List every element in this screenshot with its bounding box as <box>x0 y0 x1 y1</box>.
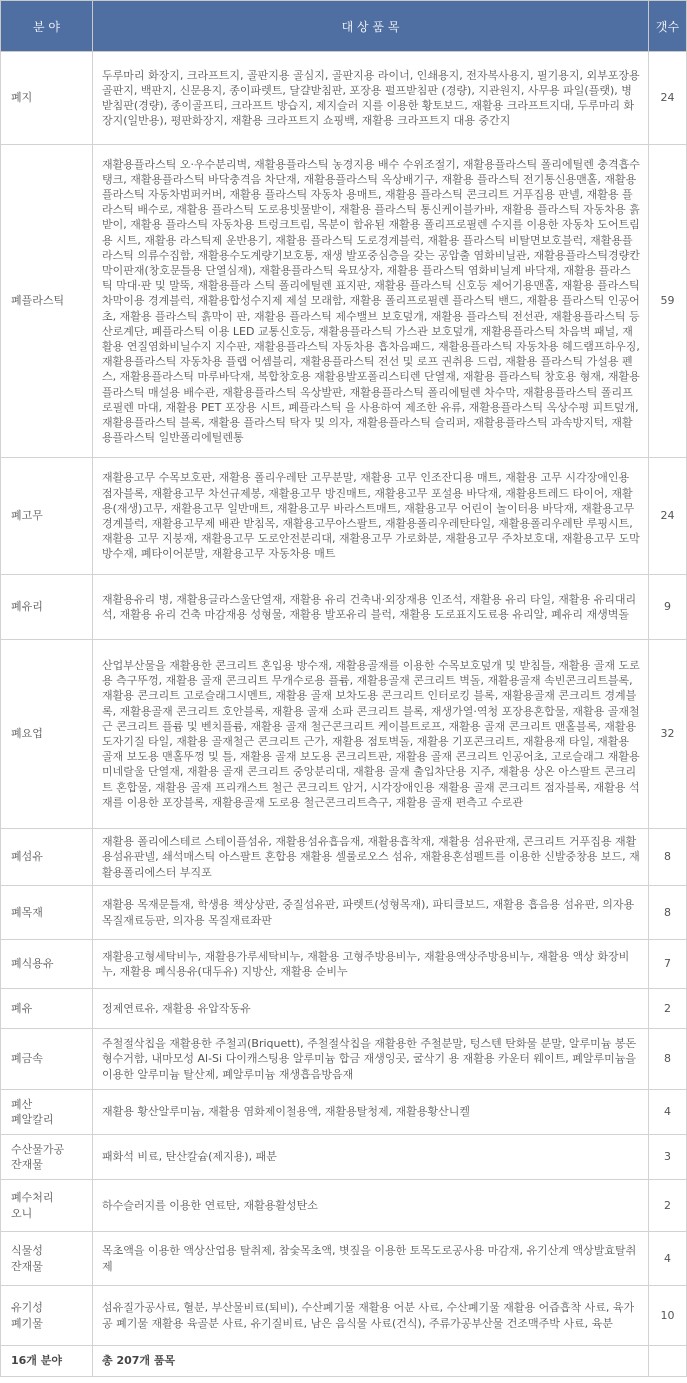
row-count: 4 <box>649 1232 687 1286</box>
row-category: 폐금속 <box>1 1029 93 1090</box>
table-row <box>1 1029 687 1090</box>
table-row <box>1 1180 687 1232</box>
total-count <box>649 1346 687 1377</box>
row-items: 주철절삭칩을 재활용한 주철괴(Briquett), 주철절삭칩을 재활용한 주철분말, 텅스텐 탄화물 분말, 알루미늄 봉돈형수거함, 내마모성 Al-Si 다이캐스팅용 알루미늄 합금 재생잉곳, 굴삭기 용 재활용 카운터 웨이트, 폐알루미늄을 이용한 알루미늄 탈산제, 폐알루미늄 재생흡음방음재 <box>93 1029 649 1090</box>
row-items: 섬유질가공사료, 혈분, 부산물비료(퇴비), 수산폐기물 재활용 어분 사료, 수산폐기물 재활용 어즙흡착 사료, 육가공 폐기물 재활용 육골분 사료, 유기질비료, 남은 음식물 사료(건식), 주류가공부산물 건조맥주박 사료, 육분 <box>93 1286 649 1346</box>
row-category: 폐식용유 <box>1 940 93 989</box>
header-count: 갯수 <box>649 1 687 52</box>
header-category: 분 야 <box>1 1 93 52</box>
row-items: 재활용유리 병, 재활용글라스울단열재, 재활용 유리 건축내·외장재용 인조석, 재활용 유리 타일, 재활용 유리대리석, 재활용 유리 건축 마감재용 성형물, 재활용 발포유리 블럭, 재활용 도로표지도료용 유리알, 폐유리 재생벽돌 <box>93 575 649 640</box>
row-items: 재활용 목재문틀재, 학생용 책상상판, 중질섬유판, 파렛트(성형목재), 파티클보드, 재활용 흡음용 섬유판, 의자용 목질재료등판, 의자용 목질재료좌판 <box>93 886 649 940</box>
row-category-line-1: 수산물가공 <box>11 1142 65 1156</box>
table-row <box>1 52 687 145</box>
row-category-line-2: 오니 <box>11 1206 33 1220</box>
row-category <box>1 1135 93 1180</box>
row-category: 폐유 <box>1 989 93 1029</box>
row-count: 3 <box>649 1135 687 1180</box>
table-row <box>1 1286 687 1346</box>
row-category: 폐유리 <box>1 575 93 640</box>
row-category <box>1 1286 93 1346</box>
table-row <box>1 829 687 886</box>
row-category-line-2: 폐알칼리 <box>11 1113 54 1126</box>
total-category: 16개 분야 <box>1 1346 93 1377</box>
row-category-line-2: 잔재물 <box>11 1259 43 1273</box>
row-category-line-1: 식물성 <box>11 1244 43 1258</box>
row-items: 재활용고형세탁비누, 재활용가루세탁비누, 재활용 고형주방용비누, 재활용액상주방용비누, 재활용 액상 화장비누, 재활용 폐식용유(대두유) 지방산, 재활용 순비누 <box>93 940 649 989</box>
table-row <box>1 640 687 829</box>
row-items: 재활용 폴리에스테르 스테이플섬유, 재활용섬유흡음재, 재활용흡착재, 재활용 섬유판재, 콘크리트 거푸집용 재활용섬유판넬, 쇄석매스틱 아스팔트 혼합용 재활용 셀룰로오스 섬유, 재활용혼섬펠트를 이용한 신발중창용 보드, 재활용폴리에스터 부직포 <box>93 829 649 886</box>
row-items: 재활용고무 수목보호판, 재활용 폴리우레탄 고무분말, 재활용 고무 인조잔디용 매트, 재활용 고무 시각장애인용 점자블록, 재활용고무 차선규제봉, 재활용고무 방진매트, 재활용고무 포설용 바닥재, 재활용트레드 타이어, 재활용(재생)고무, 재활용고무 일반매트, 재활용고무 바라스트매트, 재활용고무 어린이 놀이터용 바닥재, 재활용고무경계블럭, 재활용고무제 배관 받침목, 재활용고무아스팔트, 재활용폴리우레탄타일, 재활용폴리우레탄 루핑시트, 재활용 고무 지붕재, 재활용고무 도로안전분리대, 재활용고무 가로화분, 재활용고무 주차보호대, 재활용고무 도막방수재, 폐타이어분말, 재활용고무 자동차용 매트 <box>93 458 649 575</box>
row-category-line-1: 폐수처리 <box>11 1191 54 1205</box>
row-count: 10 <box>649 1286 687 1346</box>
table-row <box>1 940 687 989</box>
row-count: 8 <box>649 829 687 886</box>
row-category <box>1 1232 93 1286</box>
total-row <box>1 1346 687 1377</box>
row-category <box>1 1180 93 1232</box>
row-count: 24 <box>649 52 687 145</box>
row-category: 폐고무 <box>1 458 93 575</box>
header-row <box>1 1 687 52</box>
header-items: 대 상 품 목 <box>93 1 649 52</box>
row-category-line-2: 잔재물 <box>11 1158 43 1171</box>
table-row <box>1 1232 687 1286</box>
row-items: 재활용 황산알루미늄, 재활용 염화제이철용액, 재활용탈청제, 재활용황산니켈 <box>93 1090 649 1135</box>
row-count: 7 <box>649 940 687 989</box>
table-row <box>1 145 687 458</box>
row-category: 폐플라스틱 <box>1 145 93 458</box>
row-category-line-1: 유기성 <box>11 1301 43 1315</box>
row-category <box>1 1090 93 1135</box>
row-items: 하수슬러지를 이용한 연료탄, 재활용활성탄소 <box>93 1180 649 1232</box>
row-category-line-1: 폐산 <box>11 1097 33 1111</box>
row-category-line-2: 폐기물 <box>11 1316 43 1330</box>
row-category: 폐섬유 <box>1 829 93 886</box>
row-count: 2 <box>649 1180 687 1232</box>
row-items: 패화석 비료, 탄산칼슘(제지용), 패분 <box>93 1135 649 1180</box>
row-category: 폐목재 <box>1 886 93 940</box>
row-category: 폐지 <box>1 52 93 145</box>
table-row <box>1 886 687 940</box>
row-count: 24 <box>649 458 687 575</box>
row-items: 재활용플라스틱 오·우수분리벽, 재활용플라스틱 농경지용 배수 수위조절기, 재활용플라스틱 폴리에틸렌 충격흡수탱크, 재활용플라스틱 바닥충격음 차단재, 재활용플라스틱 옥상배기구, 재활용 플라스틱 전기통신용맨홀, 재활용 플라스틱 자동차범퍼커버, 재활용 플라스틱 자동차 용매트, 재활용 플라스틱 콘크리트 거푸집용 판넬, 재활용 플라스틱 배수로, 재활용 플라스틱 도로용빗물받이, 재활용 플라스틱 통신케이블카바, 재활용 플라스틱 자동차용 흙받이, 재활용 플라스틱 자동차용 트렁크트림, 목분이 함유된 재활용 폴리프로필렌 수지를 이용한 자동차 도어트림용 시트, 재활용 라스틱제 운반용기, 재활용 플라스틱 도로경계블럭, 재활용 플라스틱 비탈면보호블럭, 재활용플라스틱 의류수집함, 재활용수도계량기보호통, 재생 발포중심층을 갖는 공압출 염화비닐관, 재활용플라스틱경량칸막이판재(창호문틀용 단열심재), 재활용플라스틱 육묘상자, 재활용 플라스틱 염화비닐계 바닥재, 재활용 플라스틱 막대·판 및 말뚝, 재활용플라 스틱 폴리에틸렌 표지판, 재활용 플라스틱 신호등 제어기용맨홀, 재활용 플라스틱 차막이용 경계블럭, 재활용합성수지제 제설 모래함, 재활용 폴리프로필렌 플라스틱 밴드, 재활용 플라스틱 인공어초, 재활용 플라스틱 흙막이 판, 재활용 플라스틱 제수밸브 보호덮개, 재활용 플라스틱 전선관, 재활용플라스틱 등산로계단, 폐플라스틱 이용 LED 교통신호등, 재활용플라스틱 가스관 보호덮개, 재활용플라스틱 차음벽 패널, 재활용 연질염화비닐수지 지수판, 재활용플라스틱 자동차용 흡차음패드, 재활용플라스틱 자동차용 헤드램프하우징, 재활용플라스틱 자동차용 플랩 어셈블리, 재활용플라스틱 전선 및 로프 권취용 드럼, 재활용 플라스틱 가설용 펜스, 재활용플라스틱 마루바닥재, 복합창호용 재활용발포폴리스티렌 단열재, 재활용 플라스틱 창호용 형재, 재활용 플라스틱 매설용 배수관, 재활용플라스틱 옥상발판, 재활용플라스틱 폴리에틸렌 차수막, 재활용플라스틱 폴리프로필렌 마대, 재활용 PET 포장용 시트, 폐플라스틱 을 사용하여 제조한 유류, 재활용플라스틱 옥상수평 피트덮개, 재활용플라스틱 블록, 재활용 플라스틱 탁자 및 의자, 재활용플라스틱 슬리퍼, 재활용플라스틱 과속방지턱, 재활용플라스틱 일반폴리에틸렌통 <box>93 145 649 458</box>
row-count: 8 <box>649 1029 687 1090</box>
table-row <box>1 989 687 1029</box>
table-row <box>1 1090 687 1135</box>
row-count: 9 <box>649 575 687 640</box>
row-count: 8 <box>649 886 687 940</box>
row-count: 32 <box>649 640 687 829</box>
table-row <box>1 1135 687 1180</box>
row-count: 4 <box>649 1090 687 1135</box>
row-items: 정제연료유, 재활용 유압작동유 <box>93 989 649 1029</box>
table-row <box>1 575 687 640</box>
table-row <box>1 458 687 575</box>
row-count: 59 <box>649 145 687 458</box>
total-items: 총 207개 품목 <box>93 1346 649 1377</box>
row-category: 폐요업 <box>1 640 93 829</box>
row-count: 2 <box>649 989 687 1029</box>
row-items: 산업부산물을 재활용한 콘크리트 혼입용 방수재, 재활용골재를 이용한 수목보호덮개 및 받침틀, 재활용 골재 도로용 측구뚜껑, 재활용 골재 콘크리트 무개수로용 플륨, 재활용골재 콘크리트 벽돌, 재활용골재 속빈콘크리트블록, 재활용 콘크리트 고로슬래그시멘트, 재활용 골재 보차도용 콘크리트 인터로킹 블록, 재활용골재 콘크리트 경계블록, 재활용골재 콘크리트 호안블록, 재활용 골재 소파 콘크리트 블록, 재생가열·역청 포장용혼합물, 재활용 골재철근 콘크리트 플륨 및 벤치플륨, 재활용 골재 철근콘크리트 케이블트로프, 재활용 골재 콘크리트 맨홀블록, 재활용 도자기질 타일, 재활용 골재철근 콘크리트 근가, 재활용 점토벽돌, 재활용 기포콘크리트, 재활용재 타일, 재활용 골재 보도용 맨홀뚜껑 및 틀, 재활용 골재 보도용 콘크리트판, 재활용 골재 콘크리트 인공어초, 고로슬래그 재활용 미네랄울 단열재, 재활용 골재 콘크리트 중앙분리대, 재활용 골재 출입차단용 지주, 재활용 상온 아스팔트 콘크리트 혼합물, 재활용 골재 프리캐스트 철근 콘크리트 암거, 시각장애인용 재활용 골재 콘크리트 점자블록, 재활용 석재를 이용한 포장블록, 재활용골재 도로용 철근콘크리트측구, 재활용 골재 편측고 수로관 <box>93 640 649 829</box>
row-items: 목초액을 이용한 액상산업용 탈취제, 참숯목초액, 볏짚을 이용한 토목도로공사용 마감재, 유기산계 액상발효탈취제 <box>93 1232 649 1286</box>
row-items: 두루마리 화장지, 크라프트지, 골판지용 골심지, 골판지용 라이너, 인쇄용지, 전자복사용지, 필기용지, 외부포장용 골판지, 백판지, 신문용지, 종이파렛트, 달걀받침판, 포장용 펄프받침판 (경량), 지관원지, 사무용 파일(플랫), 병받침판(경량), 종이골프티, 크라프트 방습지, 제지슬러 지를 이용한 황토보드, 재활용 크라프트지대, 두루마리 화장지(일반용), 평판화장지, 재활용 크라프트지 쇼핑백, 재활용 크라프트지 대용 중간지 <box>93 52 649 145</box>
